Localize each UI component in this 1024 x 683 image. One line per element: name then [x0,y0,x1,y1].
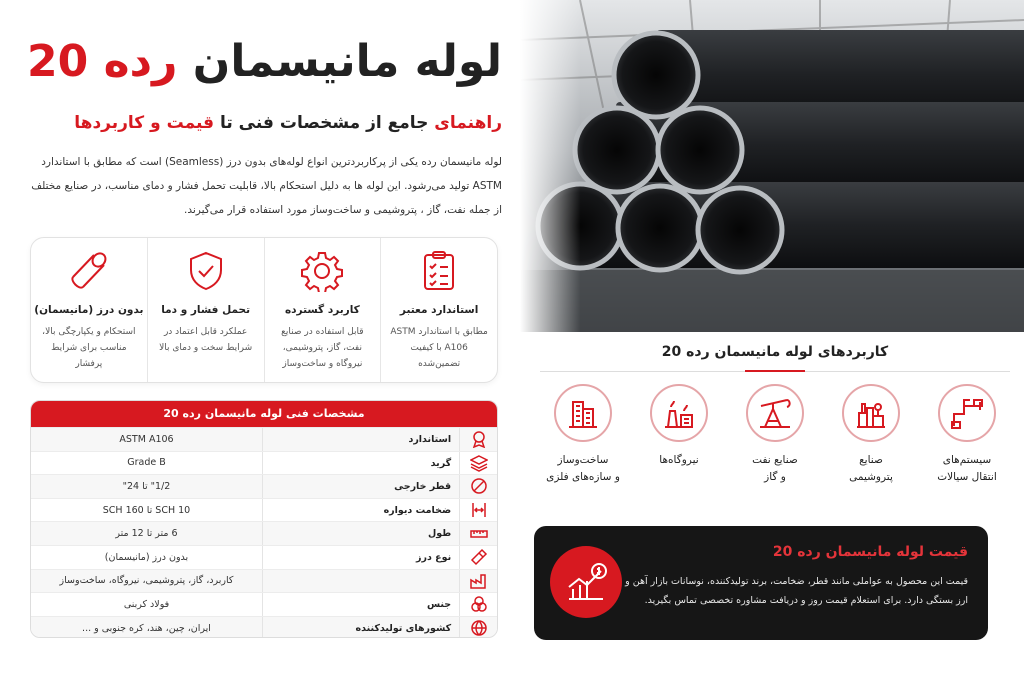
spec-value: ایران، چین، هند، کره جنوبی و ... [82,622,211,634]
spec-label: گرید [262,452,459,475]
application-item [732,384,818,486]
gear-icon [301,250,343,292]
label-line-1: سیستم‌های [942,454,992,466]
spec-label [262,570,459,593]
application-item [924,384,1010,486]
spec-label: استاندارد [262,428,459,451]
feature-cards [30,237,498,383]
label-line-1: ساخت‌وساز [557,454,609,466]
medal-icon [459,428,497,451]
spec-value: ASTM A106 [119,433,174,445]
price-text: قیمت این محصول به عواملی مانند قطر، ضخامت، برند تولیدکننده، نوسانات بازار آهن و ارز بستگی دارد. برای استعلام قیمت روز و دریافت مشاوره تخصصی تماس بگیرید. [625,576,968,606]
application-label [540,452,626,486]
table-row [31,521,497,545]
table-row [31,592,497,616]
buildings-icon [554,384,612,442]
table-row [31,569,497,593]
table-row [31,498,497,522]
oil-pump-icon [746,384,804,442]
intro-paragraph: لوله مانیسمان رده یکی از پرکاربردترین انواع لوله‌های بدون درز (Seamless) است که مطابق با استاندارد ASTM تولید می‌رشود. این لوله ها به دلیل استحکام بالا، قابلیت تحمل فشار و دمای مناسب، در صنایع مختلف از جمله نفت، گاز ، پتروشیمی و ساخت‌وساز مورد استفاده قرار می‌گیرند. [31,156,502,216]
spec-value: فولاد کربنی [123,598,170,610]
application-item [540,384,626,486]
application-item [636,384,722,486]
title-accent: رده 20 [27,36,178,87]
label-line-1: نیروگاه‌ها [659,454,699,466]
applications-divider [540,371,1010,372]
spec-table-title: مشخصات فنی لوله مانیسمان رده 20 [31,401,497,427]
price-chart-icon [550,546,622,618]
subtitle-lead: راهنمای [434,113,502,133]
applications-title: کاربردهای لوله مانیسمان رده 20 [661,344,889,360]
spec-label: نوع درز [262,546,459,569]
page-subtitle [22,113,502,133]
diameter-icon [459,475,497,498]
feature-title: کاربرد گسترده [284,304,360,316]
title-main: لوله مانیسمان [177,36,502,87]
application-label [636,452,722,469]
spec-label: قطر خارجی [262,475,459,498]
page-title [22,30,502,94]
application-label [828,452,914,486]
spec-value: کاربرد، گاز، پتروشیمی، نیروگاه، ساخت‌وساز [59,575,234,587]
application-label [732,452,818,486]
table-row [31,427,497,451]
layers-icon [459,452,497,475]
thickness-icon [459,499,497,522]
feature-card-usage [265,238,382,382]
spec-rows [31,427,497,638]
spec-label: طول [262,522,459,545]
spec-label: کشورهای تولیدکننده [262,617,459,638]
pipe-icon [67,250,111,292]
feature-card-seamless [31,238,148,382]
feature-desc: استحکام و یکپارچگی بالا، مناسب برای شرایط پرفشار [42,327,136,369]
feature-title: بدون درز (مانیسمان) [34,304,144,316]
clipboard-icon [419,250,459,292]
table-row [31,616,497,638]
feature-title: تحمل فشار و دما [161,304,251,316]
spec-value: بدون درز (مانیسمان) [104,551,189,563]
price-box [534,526,988,640]
label-line-1: صنایع [859,454,883,466]
feature-desc: مطابق با استاندارد ASTM A106 با کیفیت تضمین‌شده [390,327,488,369]
feature-desc: عملکرد قابل اعتماد در شرایط سخت و دمای بالا [159,327,253,353]
spec-value: 1/2" تا 24" [122,480,171,492]
pipes-illustration [520,0,1024,332]
table-row [31,451,497,475]
feature-card-pressure [148,238,265,382]
table-row [31,474,497,498]
spec-value: Grade B [127,457,166,469]
spec-table [30,400,498,638]
subtitle-mid: جامع از مشخصات فنی تا [214,113,435,133]
power-plant-icon [650,384,708,442]
pipe-network-icon [938,384,996,442]
petrochemical-icon [842,384,900,442]
label-line-2: پتروشیمی [849,471,893,483]
label-line-2: انتقال سیالات [937,471,997,483]
shield-check-icon [186,250,226,292]
spec-label: ضخامت دیواره [262,499,459,522]
label-line-2: و گاز [764,471,786,483]
ruler-icon [459,522,497,545]
feature-card-standard [381,238,497,382]
pipe-small-icon [459,546,497,569]
applications-list [540,384,1010,486]
spec-value: SCH 10 تا SCH 160 [102,504,191,516]
table-row [31,545,497,569]
label-line-1: صنایع نفت [752,454,798,466]
hero-pipes-image [520,0,1024,332]
price-title: قیمت لوله مانیسمان رده 20 [772,544,968,560]
feature-title: استاندارد معتبر [399,304,479,316]
factory-icon [459,570,497,593]
application-label [924,452,1010,486]
globe-icon [459,617,497,638]
label-line-2: و سازه‌های فلزی [546,471,620,483]
material-icon [459,593,497,616]
subtitle-accent: قیمت و کاربردها [74,113,215,133]
spec-value: 6 متر تا 12 متر [115,528,178,540]
application-item [828,384,914,486]
feature-desc: قابل استفاده در صنایع نفت، گاز، پتروشیمی، نیروگاه و ساخت‌وساز [281,327,364,369]
spec-label: جنس [262,593,459,616]
